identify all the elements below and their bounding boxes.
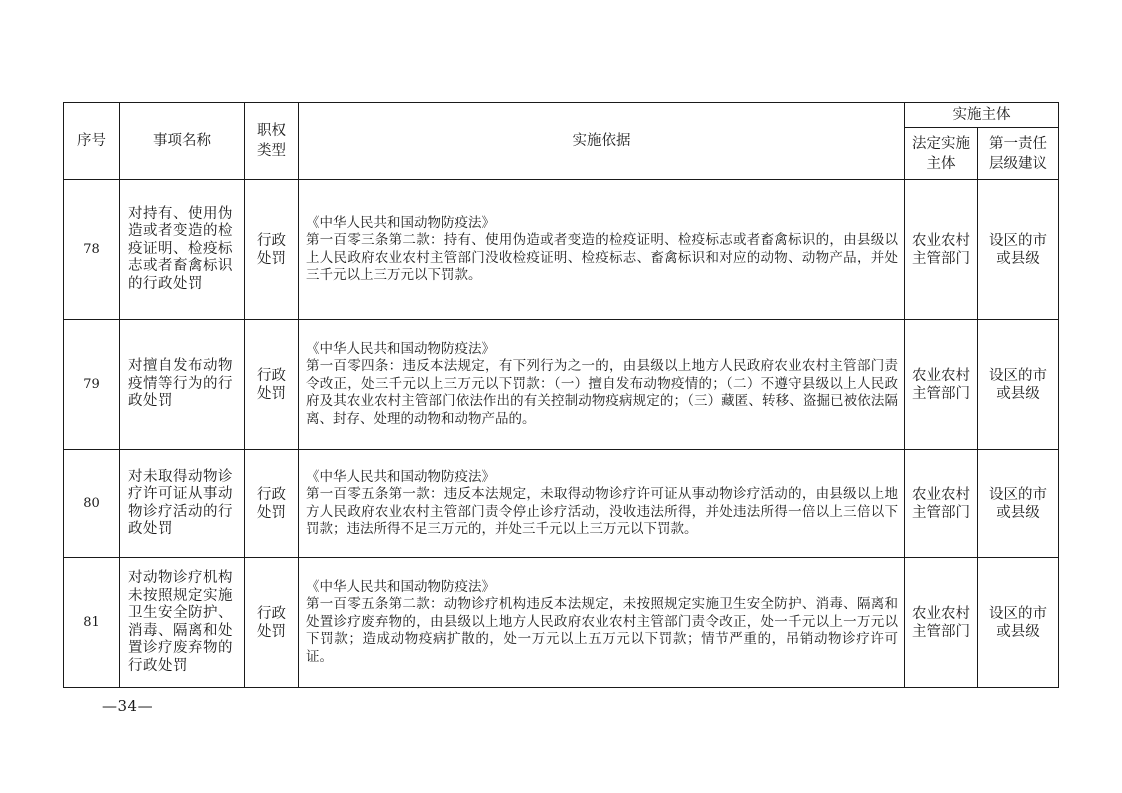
header-basis: 实施依据 — [299, 103, 905, 180]
row-power-type-text: 行政处罚 — [257, 367, 286, 402]
row-legal-body — [905, 180, 978, 320]
row-item-name: 对动物诊疗机构未按照规定实施卫生安全防护、消毒、隔离和处置诊疗废弃物的行政处罚 — [120, 558, 245, 688]
table-row — [64, 450, 1059, 558]
row-legal-body — [905, 558, 978, 688]
row-power-type-text: 行政处罚 — [257, 232, 286, 267]
row-basis — [299, 320, 905, 450]
row-item-name: 对未取得动物诊疗许可证从事动物诊疗活动的行政处罚 — [120, 450, 245, 558]
row-first-level-text: 设区的市或县级 — [988, 367, 1047, 402]
row-seq: 79 — [64, 320, 120, 450]
table-row — [64, 320, 1059, 450]
table-header-row — [64, 103, 1059, 128]
row-seq: 80 — [64, 450, 120, 558]
row-legal-body-text: 农业农村主管部门 — [912, 605, 970, 640]
row-legal-body-text: 农业农村主管部门 — [912, 486, 970, 521]
page-number: —34— — [102, 697, 154, 715]
row-first-level — [978, 558, 1059, 688]
row-power-type — [245, 320, 299, 450]
row-first-level — [978, 180, 1059, 320]
table-row — [64, 558, 1059, 688]
row-first-level-text: 设区的市或县级 — [988, 486, 1047, 521]
row-item-name: 对擅自发布动物疫情等行为的行政处罚 — [120, 320, 245, 450]
row-seq: 81 — [64, 558, 120, 688]
law-title: 《中华人民共和国动物防疫法》 — [306, 468, 495, 485]
row-legal-body — [905, 320, 978, 450]
row-legal-body — [905, 450, 978, 558]
row-first-level-text: 设区的市或县级 — [988, 232, 1047, 267]
header-legal-body-text: 法定实施主体 — [912, 135, 970, 172]
law-title: 《中华人民共和国动物防疫法》 — [306, 340, 495, 357]
row-seq: 78 — [64, 180, 120, 320]
row-first-level — [978, 320, 1059, 450]
header-power-type — [245, 103, 299, 180]
law-title: 《中华人民共和国动物防疫法》 — [306, 214, 495, 231]
header-subject-group: 实施主体 — [905, 103, 1059, 128]
header-power-type-text: 职权类型 — [257, 123, 286, 159]
law-article-text: 第一百零五条第二款：动物诊疗机构违反本法规定，未按照规定实施卫生安全防护、消毒、隔离和处置诊疗废弃物的，由县级以上地方人民政府农业农村主管部门责令改正，处一千元以上一万元以下罚款；造成动物疫病扩散的，处一万元以上五万元以下罚款；情节严重的，吊销动物诊疗许可证。 — [306, 596, 898, 665]
header-first-level-text: 第一责任层级建议 — [989, 135, 1047, 172]
row-power-type — [245, 180, 299, 320]
header-seq: 序号 — [64, 103, 120, 180]
table-row — [64, 180, 1059, 320]
row-first-level — [978, 450, 1059, 558]
law-title: 《中华人民共和国动物防疫法》 — [306, 578, 495, 595]
row-basis — [299, 450, 905, 558]
law-article-text: 第一百零三条第二款：持有、使用伪造或者变造的检疫证明、检疫标志或者畜禽标识的，由县级以上人民政府农业农村主管部门没收检疫证明、检疫标志、畜禽标识和对应的动物、动物产品，并处三千元以上三万元以下罚款。 — [306, 232, 898, 283]
header-legal-body — [905, 128, 978, 180]
row-item-name: 对持有、使用伪造或者变造的检疫证明、检疫标志或者畜禽标识的行政处罚 — [120, 180, 245, 320]
law-article-text: 第一百零五条第一款：违反本法规定，未取得动物诊疗许可证从事动物诊疗活动的，由县级以上地方人民政府农业农村主管部门责令停止诊疗活动，没收违法所得，并处违法所得一倍以上三倍以下罚款；违法所得不足三万元的，并处三千元以上三万元以下罚款。 — [306, 486, 898, 537]
row-legal-body-text: 农业农村主管部门 — [912, 367, 970, 402]
row-power-type — [245, 558, 299, 688]
row-basis — [299, 180, 905, 320]
row-first-level-text: 设区的市或县级 — [988, 605, 1047, 640]
header-first-level — [978, 128, 1059, 180]
enforcement-items-table — [63, 102, 1059, 688]
row-legal-body-text: 农业农村主管部门 — [912, 232, 970, 267]
row-power-type-text: 行政处罚 — [257, 605, 286, 640]
law-article-text: 第一百零四条：违反本法规定，有下列行为之一的，由县级以上地方人民政府农业农村主管部门责令改正，处三千元以上三万元以下罚款：（一）擅自发布动物疫情的；（二）不遵守县级以上人民政府及其农业农村主管部门依法作出的有关控制动物疫病规定的；（三）藏匿、转移、盗掘已被依法隔离、封存、处理的动物和动物产品的。 — [306, 358, 898, 427]
row-basis — [299, 558, 905, 688]
row-power-type-text: 行政处罚 — [257, 486, 286, 521]
row-power-type — [245, 450, 299, 558]
header-item-name: 事项名称 — [120, 103, 245, 180]
